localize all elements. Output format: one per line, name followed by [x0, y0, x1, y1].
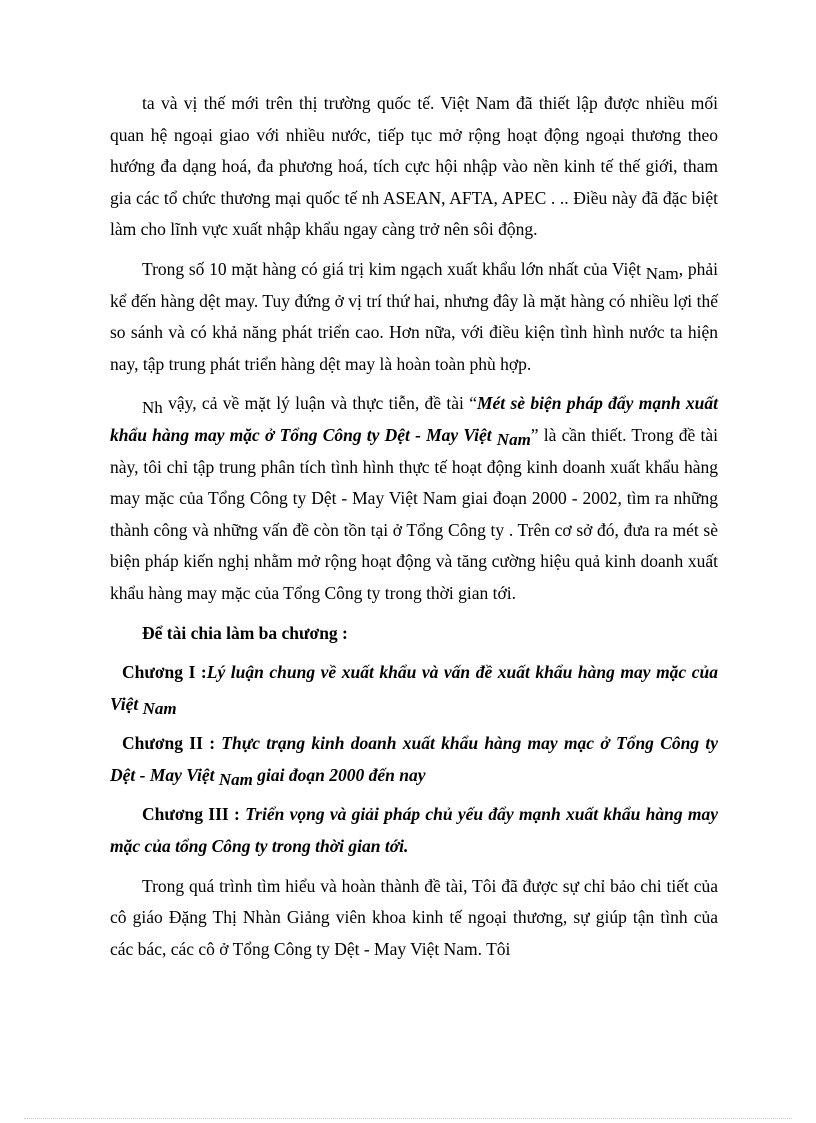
- chapter-2: [110, 728, 718, 791]
- paragraph-intro: ta và vị thế mới trên thị trường quốc tế. Việt Nam đã thiết lập được nhiều mối quan hệ ngoại giao với nhiều nước, tiếp tục mở rộng hoạt động ngoại thương theo hướng đa dạng hoá, đa phương hoá, tích cực hội nhập vào nền kinh tế thế giới, tham gia các tổ chức thương mại quốc tế nh ASEAN, AFTA, APEC . .. Điều này đã đặc biệt làm cho lĩnh vực xuất nhập khẩu ngay càng trở nên sôi động.: [110, 93, 718, 240]
- paragraph-textiles-start: Trong số 10 mặt hàng có giá trị kim ngạch xuất khẩu lớn nhất của Việt: [142, 258, 646, 279]
- chapter-3-label: Chương III :: [142, 804, 240, 825]
- page-bottom-divider: [24, 1118, 792, 1119]
- chapter-2-nam: Nam: [218, 769, 253, 789]
- topic-title-nam: Nam: [496, 429, 531, 449]
- chapter-3-title: Triển vọng và giải pháp chủ yếu đẩy mạnh xuất khẩu hàng may mặc của tổng Công ty trong thời gian tới.: [110, 804, 718, 857]
- paragraph-textiles-rest: , phải kể đến hàng dệt may. Tuy đứng ở vị trí thứ hai, nhưng đây là mặt hàng có nhiều lợi thế so sánh và có khả năng phát triển cao. Hơn nữa, với điều kiện tình hình nước ta hiện nay, tập trung phát triển hàng dệt may là hoàn toàn phù hợp.: [110, 258, 718, 374]
- paragraph-acknowledgement: Trong quá trình tìm hiểu và hoàn thành đề tài, Tôi đã được sự chỉ bảo chi tiết của cô giáo Đặng Thị Nhàn Giảng viên khoa kinh tế ngoại thương, sự giúp tận tình của các bác, các cô ở Tổng Công ty Dệt - May Việt Nam. Tôi: [110, 875, 718, 959]
- paragraph-textiles: [110, 254, 718, 380]
- chapter-1: [110, 657, 718, 720]
- paragraph-topic-rest: ” là cần thiết. Trong đề tài này, tôi chỉ tập trung phân tích tình hình thực tế hoạt động kinh doanh xuất khẩu hàng may mặc của Tổng Công ty Dệt - May Việt Nam giai đoạn 2000 - 2002, tìm ra những thành công và những vấn đề còn tồn tại ở Tổng Công ty . Trên cơ sở đó, đưa ra mét sè biện pháp kiến nghị nhằm mở rộng hoạt động và tăng cường hiệu quả kinh doanh xuất khẩu hàng may mặc của Tổng Công ty trong thời gian tới.: [110, 424, 718, 603]
- chapter-2-title: Thực trạng kinh doanh xuất khẩu hàng may mạc ở Tổng Công ty Dệt - May Việt: [110, 733, 718, 785]
- nh-word: Nh: [142, 398, 163, 418]
- document-page: [110, 88, 718, 965]
- chapter-1-title: Lý luận chung về xuất khẩu và vấn đề xuất khẩu hàng may mặc của Việt: [110, 662, 718, 714]
- chapter-3: [110, 799, 718, 862]
- topic-title: Mét sè biện pháp đẩy mạnh xuất khẩu hàng may mặc ở Tổng Công ty Dệt - May Việt: [110, 393, 718, 445]
- chapter-2-tail: giai đoạn 2000 đến nay: [252, 764, 426, 785]
- chapter-2-label: Chương II :: [122, 733, 216, 754]
- chapter-1-label: Chương I :: [122, 662, 207, 683]
- paragraph-topic-start: vậy, cả về mặt lý luận và thực tiễn, đề tài “: [162, 393, 477, 414]
- chapter-1-nam: Nam: [142, 698, 177, 718]
- nam-word: Nam: [645, 263, 679, 283]
- chapters-intro: Để tài chia làm ba chương :: [142, 622, 348, 643]
- paragraph-topic: [110, 388, 718, 609]
